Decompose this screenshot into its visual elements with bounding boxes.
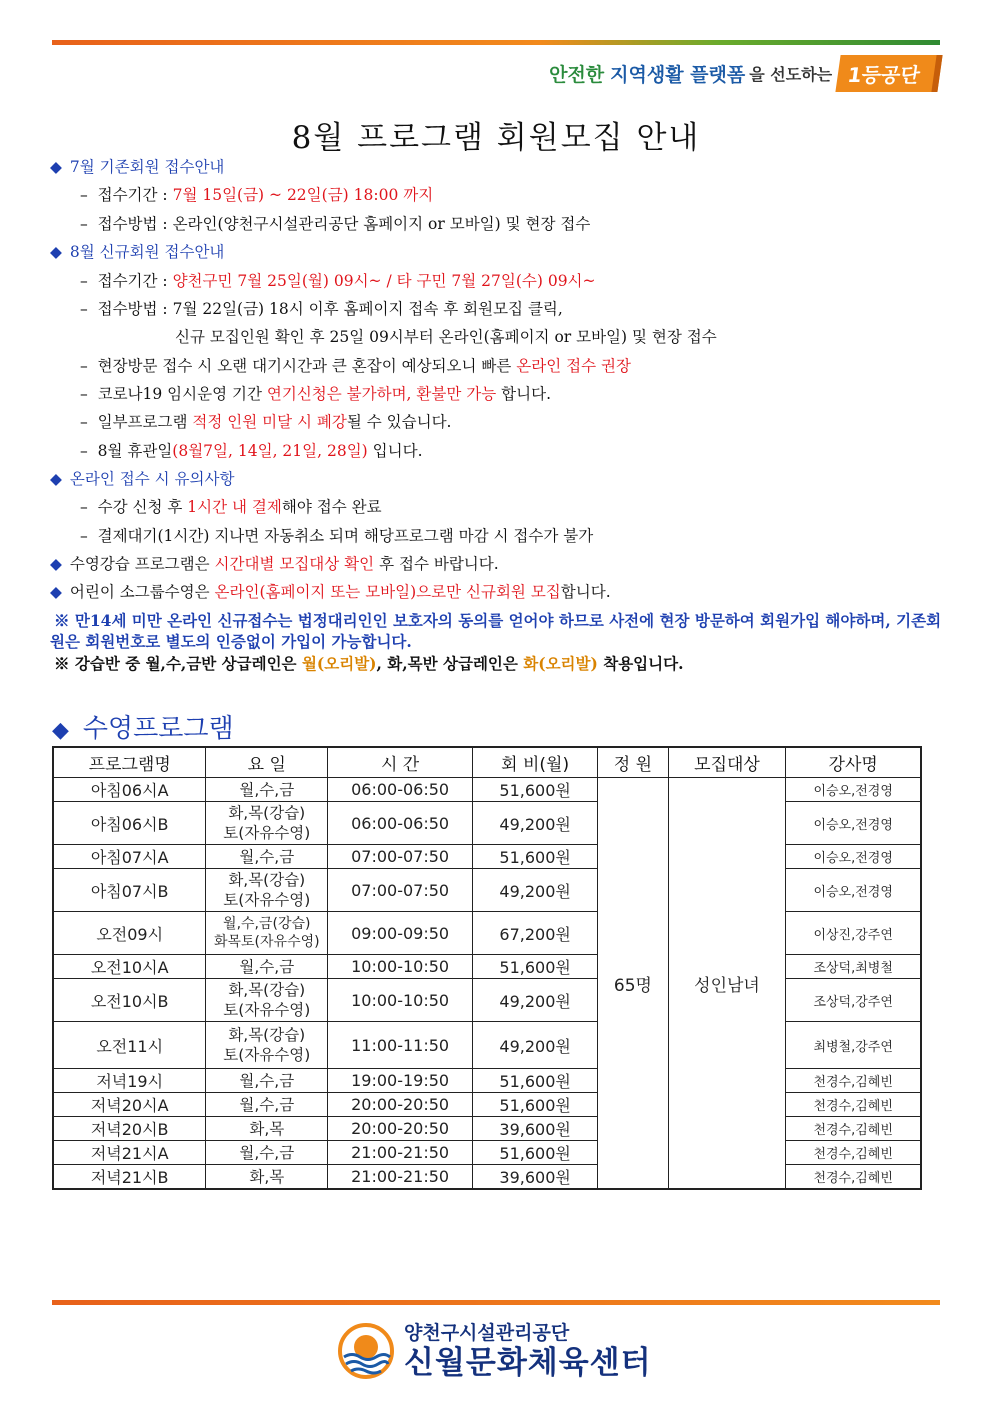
aug-period: – 접수기간 : 양천구민 7월 25일(월) 09시~ / 타 구민 7월 27일(수) 09시~	[80, 272, 596, 290]
header-gradient-bar	[52, 40, 940, 45]
slogan-badge: 1등공단	[836, 55, 943, 92]
header-program: 프로그램명	[53, 747, 206, 778]
diamond-icon: ◆	[50, 583, 62, 601]
table-row: 오전09시 월,수,금(강습) 화목토(자유수영) 09:00-09:50 67,200원 이상진,강주연	[53, 912, 921, 955]
header-time: 시 간	[328, 747, 473, 778]
visit-notice: – 현장방문 접수 시 오랜 대기시간과 큰 혼잡이 예상되오니 빠른 온라인 접수 권장	[80, 357, 631, 375]
covid-notice: – 코로나19 임시운영 기간 연기신청은 불가하며, 환불만 가능 합니다.	[80, 385, 551, 403]
table-row: 아침06시B 화,목(강습) 토(자유수영) 06:00-06:50 49,200원 이승오,전경영	[53, 802, 921, 845]
online-notice-2: – 결제대기(1시간) 지나면 자동취소 되며 해당프로그램 마감 시 접수가 불가	[80, 527, 594, 545]
footer-org-name: 양천구시설관리공단	[404, 1322, 570, 1344]
table-row: 오전11시 화,목(강습) 토(자유수영) 11:00-11:50 49,200원 최병철,강주연	[53, 1022, 921, 1069]
online-heading: ◆ 온라인 접수 시 유의사항	[50, 470, 235, 488]
online-notice-1: – 수강 신청 후 1시간 내 결제해야 접수 완료	[80, 498, 382, 516]
table-header-row	[53, 747, 921, 778]
july-method: – 접수방법 : 온라인(양천구시설관리공단 홈페이지 or 모바일) 및 현장 접수	[80, 215, 591, 233]
table-row: 아침07시A 월,수,금 07:00-07:50 51,600원 이승오,전경영	[53, 845, 921, 869]
program-table	[52, 746, 922, 1190]
table-row: 저녁21시A 월,수,금 21:00-21:50 51,600원 천경수,김혜빈	[53, 1141, 921, 1165]
aug-heading: ◆ 8월 신규회원 접수안내	[50, 243, 225, 261]
table-row: 아침07시B 화,목(강습) 토(자유수영) 07:00-07:50 49,200원 이승오,전경영	[53, 869, 921, 912]
page-title: 8월 프로그램 회원모집 안내	[291, 120, 701, 156]
table-row: 저녁20시B 화,목 20:00-20:50 39,600원 천경수,김혜빈	[53, 1117, 921, 1141]
diamond-icon: ◆	[50, 470, 62, 488]
sun-wave-logo-icon	[338, 1323, 394, 1379]
header-fee: 회 비(월)	[473, 747, 598, 778]
capacity-cell: 65명	[598, 778, 668, 1190]
lane-note: ※ 강습반 중 월,수,금반 상급레인은 월(오리발), 화,목반 상급레인은 화(오리발) 착용입니다.	[54, 654, 684, 673]
kids-notice: ◆ 어린이 소그룹수영은 온라인(홈페이지 또는 모바일)으로만 신규회원 모집합니다.	[50, 583, 611, 601]
aug-method-2: 신규 모집인원 확인 후 25일 09시부터 온라인(홈페이지 or 모바일) 및 현장 접수	[175, 328, 717, 346]
table-row: 저녁21시B 화,목 21:00-21:50 39,600원 천경수,김혜빈	[53, 1165, 921, 1190]
slogan-part-2: 지역생활 플랫폼	[610, 63, 746, 86]
july-period: – 접수기간 : 7월 15일(금) ~ 22일(금) 18:00 까지	[80, 186, 434, 204]
closed-notice: – 8월 휴관일(8월7일, 14일, 21일, 28일) 입니다.	[80, 442, 423, 460]
minor-note: ※ 만14세 미만 온라인 신규접수는 법정대리인인 보호자의 동의를 얻어야 하므로 사전에 현장 방문하여 회원가입 해야하며, 기존회원은 회원번호로 별도의 인증없이 가입이 가능합니다.	[50, 611, 942, 651]
footer	[338, 1316, 652, 1386]
header-instructor: 강사명	[786, 747, 921, 778]
header-capacity: 정 원	[598, 747, 668, 778]
header-days: 요 일	[206, 747, 328, 778]
slogan-part-1: 안전한	[549, 63, 605, 86]
footer-gradient-bar	[52, 1300, 940, 1305]
table-row: 오전10시A 월,수,금 10:00-10:50 51,600원 조상덕,최병철	[53, 955, 921, 979]
diamond-icon: ◆	[50, 243, 62, 261]
section-title: ◆ 수영프로그램	[52, 714, 234, 744]
diamond-icon: ◆	[50, 555, 62, 573]
slogan-part-3: 을 선도하는	[749, 64, 833, 84]
table-row: 저녁20시A 월,수,금 20:00-20:50 51,600원 천경수,김혜빈	[53, 1093, 921, 1117]
diamond-icon: ◆	[52, 718, 69, 743]
footer-center-name: 신월문화체육센터	[404, 1345, 652, 1381]
table-row: 아침06시A 월,수,금 06:00-06:50 51,600원 65명 성인남녀 이승오,전경영	[53, 778, 921, 802]
diamond-icon: ◆	[50, 158, 62, 176]
july-heading: ◆ 7월 기존회원 접수안내	[50, 158, 225, 176]
table-row: 저녁19시 월,수,금 19:00-19:50 51,600원 천경수,김혜빈	[53, 1069, 921, 1093]
header-target: 모집대상	[668, 747, 786, 778]
table-row: 오전10시B 화,목(강습) 토(자유수영) 10:00-10:50 49,200원 조상덕,강주연	[53, 979, 921, 1022]
slogan	[549, 56, 940, 90]
aug-method-1: – 접수방법 : 7월 22일(금) 18시 이후 홈페이지 접속 후 회원모집 클릭,	[80, 300, 563, 318]
target-cell: 성인남녀	[668, 778, 786, 1190]
swim-notice: ◆ 수영강습 프로그램은 시간대별 모집대상 확인 후 접수 바랍니다.	[50, 555, 499, 573]
partial-notice: – 일부프로그램 적정 인원 미달 시 폐강될 수 있습니다.	[80, 413, 452, 431]
